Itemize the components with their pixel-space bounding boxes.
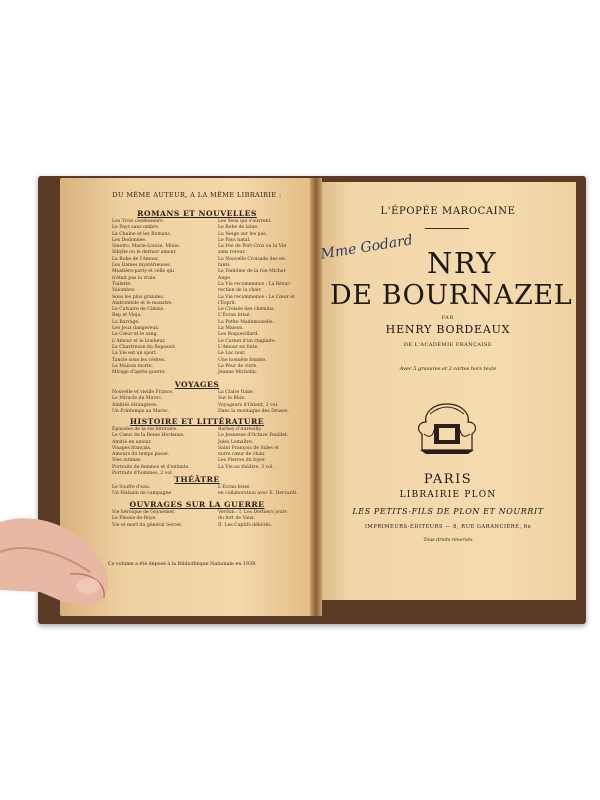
section-title-romans: ROMANS ET NOUVELLES <box>137 209 257 218</box>
legal-deposit-note: Ce volume a été déposé à la Bibliothèque Nationale en 1939. <box>108 562 257 567</box>
title-rule-divider <box>425 228 469 229</box>
list-item: II. Les Captifs délivrés. <box>218 522 273 528</box>
list-item: Saint François de Sales et <box>218 445 279 451</box>
list-item: Le Lac noir. <box>218 351 246 357</box>
voyages-right-column <box>218 390 289 415</box>
list-item: Rep et Vieja. <box>112 313 142 319</box>
list-item: L'Amour et le bonheur. <box>112 338 166 344</box>
publisher-address: IMPRIMEURS-ÉDITEURS — 8, RUE GARANCIÈRE, 6e <box>364 524 532 530</box>
list-item: La Fée de Port-Cros ou la Vie <box>218 244 287 250</box>
list-item: Le Pays sans ombre. <box>112 225 160 231</box>
list-item: La Petite Mademoiselle. <box>218 319 275 325</box>
list-item: Le Jeunesse d'Octave Feuillet. <box>218 433 289 439</box>
par-label: PAR <box>441 316 455 321</box>
list-item: Le Fantôme de la rue Michel- <box>218 269 287 275</box>
list-item: Le Miracle du Maroc. <box>112 396 163 402</box>
list-item: Amours du temps passé. <box>112 452 170 458</box>
list-item: La Maison. <box>218 326 244 332</box>
list-item: en collaboration avec E. Dervardi. <box>218 491 298 497</box>
theatre-right-column <box>218 485 298 498</box>
list-item: Voyageurs d'Orient, 2 vol. <box>218 402 279 408</box>
list-item: Barbey d'Aurevilly. <box>218 427 262 432</box>
list-item: La Vie recommence : La Résur- <box>218 281 292 287</box>
list-item: Les Trois confesseurs. <box>112 219 165 224</box>
list-item: Une honnête femme. <box>218 357 267 363</box>
list-item: Visages français. <box>112 445 152 451</box>
list-item: La Nouvelle Croisade des en- <box>218 256 287 262</box>
romans-left-column <box>112 219 180 376</box>
section-title-theatre: THÉÂTRE <box>174 475 220 484</box>
rights-reserved: Tous droits réservés <box>423 538 473 543</box>
list-item: Les Roquevillard. <box>218 332 259 338</box>
list-item: Vie héroïque de Guynemer. <box>112 510 176 515</box>
list-item: Un Malsain de campagne <box>112 491 172 497</box>
series-title: L'ÉPOPÉE MAROCAINE <box>380 206 516 217</box>
list-item: Amitiés étrangères. <box>112 402 158 408</box>
publisher-name: LIBRAIRIE PLON <box>399 490 497 500</box>
list-item: Sous les plus grandes. <box>112 294 165 300</box>
section-title-histoire: HISTOIRE ET LITTÉRATURE <box>129 417 265 426</box>
list-item: Ange. <box>218 275 232 281</box>
list-item: Andromède et le monstre. <box>112 300 173 306</box>
list-item: La Peur de vivre. <box>218 363 258 369</box>
list-item: Sinotto, Marie-Louise, Minie. <box>112 244 181 250</box>
list-item: La Vie est un sport. <box>112 351 158 357</box>
guerre-right-column <box>218 510 287 529</box>
list-item: Le Pays natal. <box>218 237 251 243</box>
list-item: Tuilerie. <box>112 281 132 287</box>
list-item: Le Croisée des chemins. <box>218 307 275 313</box>
publisher-emblem-icon <box>412 400 482 456</box>
list-item: Un Printemps au Maroc. <box>112 408 170 414</box>
list-item: Sur le Rhin. <box>218 396 246 402</box>
other-works-header: DU MÊME AUTEUR, A LA MÊME LIBRAIRIE : <box>112 191 282 199</box>
histoire-right-column <box>218 427 288 471</box>
list-item: La Chaîne et les Romans. <box>112 231 172 237</box>
list-item: Les Jeux dangereux. <box>112 326 160 332</box>
list-item: Le Soufre d'eau. <box>112 485 151 490</box>
list-item: La Neige sur les pas. <box>218 231 268 237</box>
list-item: La Vie recommence : Le Cœur et <box>218 294 296 300</box>
list-item: Jeanne Michelin. <box>218 370 258 376</box>
section-title-voyages: VOYAGES <box>174 380 220 389</box>
guerre-left-column <box>112 510 182 529</box>
list-item: n'était pas la vraie. <box>112 275 157 281</box>
list-item: notre cœur de chair. <box>218 452 266 458</box>
list-item: Les Dodonnée. <box>112 237 147 243</box>
handwritten-dedication: Mme Godard <box>319 232 414 263</box>
publisher-subtitle: LES PETITS-FILS DE PLON ET NOURRIT <box>352 507 544 516</box>
book-title-line2: DE BOURNAZEL <box>330 280 573 311</box>
list-item: Portraits de femmes et d'enfants. <box>112 464 190 470</box>
list-item: La Vie au théâtre, 3 vol. <box>218 464 274 470</box>
illustrations-note: Avec 5 gravures et 2 cartes hors texte <box>399 366 497 372</box>
book-gutter <box>310 178 322 616</box>
list-item: Mustière-party et celle qui <box>112 269 175 275</box>
list-item: Le Carnet d'un stagiaire. <box>218 338 277 344</box>
list-item: Amitié en amour. <box>112 439 152 445</box>
author-name: HENRY BORDEAUX <box>385 323 511 336</box>
list-item: l'Esprit. <box>218 300 237 306</box>
publication-city: PARIS <box>423 472 473 487</box>
romans-right-column <box>218 219 295 376</box>
list-item: Le Robe de laine. <box>218 225 259 231</box>
list-item: Le Calvaire de Cimiez. <box>112 307 165 313</box>
theatre-left-column <box>112 485 171 498</box>
list-item: L'Écran brisé. <box>218 485 251 490</box>
section-title-guerre: OUVRAGES SUR LA GUERRE <box>129 500 265 509</box>
list-item: L'Écran brisé. <box>218 313 251 319</box>
list-item: La Robe de l'Amour. <box>112 256 159 262</box>
list-item: rection de la chair. <box>218 288 262 294</box>
list-item: Dans la montagne des Druses. <box>218 408 289 414</box>
list-item: Le Cœur et le sang. <box>112 332 159 338</box>
list-item: du fort de Vaux. <box>218 516 256 522</box>
list-item: Les Dames mystérieuses. <box>112 263 172 269</box>
list-item: La Maison morte. <box>112 363 154 369</box>
list-item: Mirage d'après-guerre. <box>112 370 167 376</box>
author-academy: DE L'ACADÉMIE FRANÇAISE <box>403 342 493 348</box>
list-item: Le Plessis-de-Roye. <box>112 516 157 522</box>
list-item: Vie et mort du général Serret. <box>112 522 183 528</box>
list-item: La Chartreuse du Reposoir. <box>112 344 176 350</box>
list-item: Nouvelle et vieille France. <box>112 390 174 395</box>
list-item: L'Amour en fuite. <box>218 344 259 350</box>
list-item: Vies intimes. <box>112 458 142 464</box>
holding-hand <box>0 512 120 662</box>
list-item: Valombre. <box>112 288 136 294</box>
book-title-line1: NRY <box>427 246 497 280</box>
voyages-left-column <box>112 390 173 415</box>
list-item: Sibylle ou le dernier amour. <box>112 250 177 256</box>
list-item: Les Pierres du foyer. <box>218 458 267 464</box>
list-item: Verdun : I. Les Derniers jours <box>218 510 287 515</box>
list-item: Jules Lemaître. <box>218 439 254 445</box>
list-item: Tancle sous les cèdres. <box>112 357 166 363</box>
list-item: sans retour. <box>218 250 246 256</box>
list-item: Les Yeux qui s'ouvrent. <box>218 219 272 224</box>
list-item: La Barrage. <box>112 319 140 325</box>
list-item: Portraits d'hommes, 2 vol. <box>112 471 174 477</box>
list-item: La Claire Italie. <box>218 390 255 395</box>
list-item: fants. <box>218 263 232 269</box>
list-item: Le Cœur de la Reine Hortense. <box>112 433 185 439</box>
list-item: Épisodes de la vie littéraire. <box>112 427 178 432</box>
histoire-left-column <box>112 427 190 477</box>
